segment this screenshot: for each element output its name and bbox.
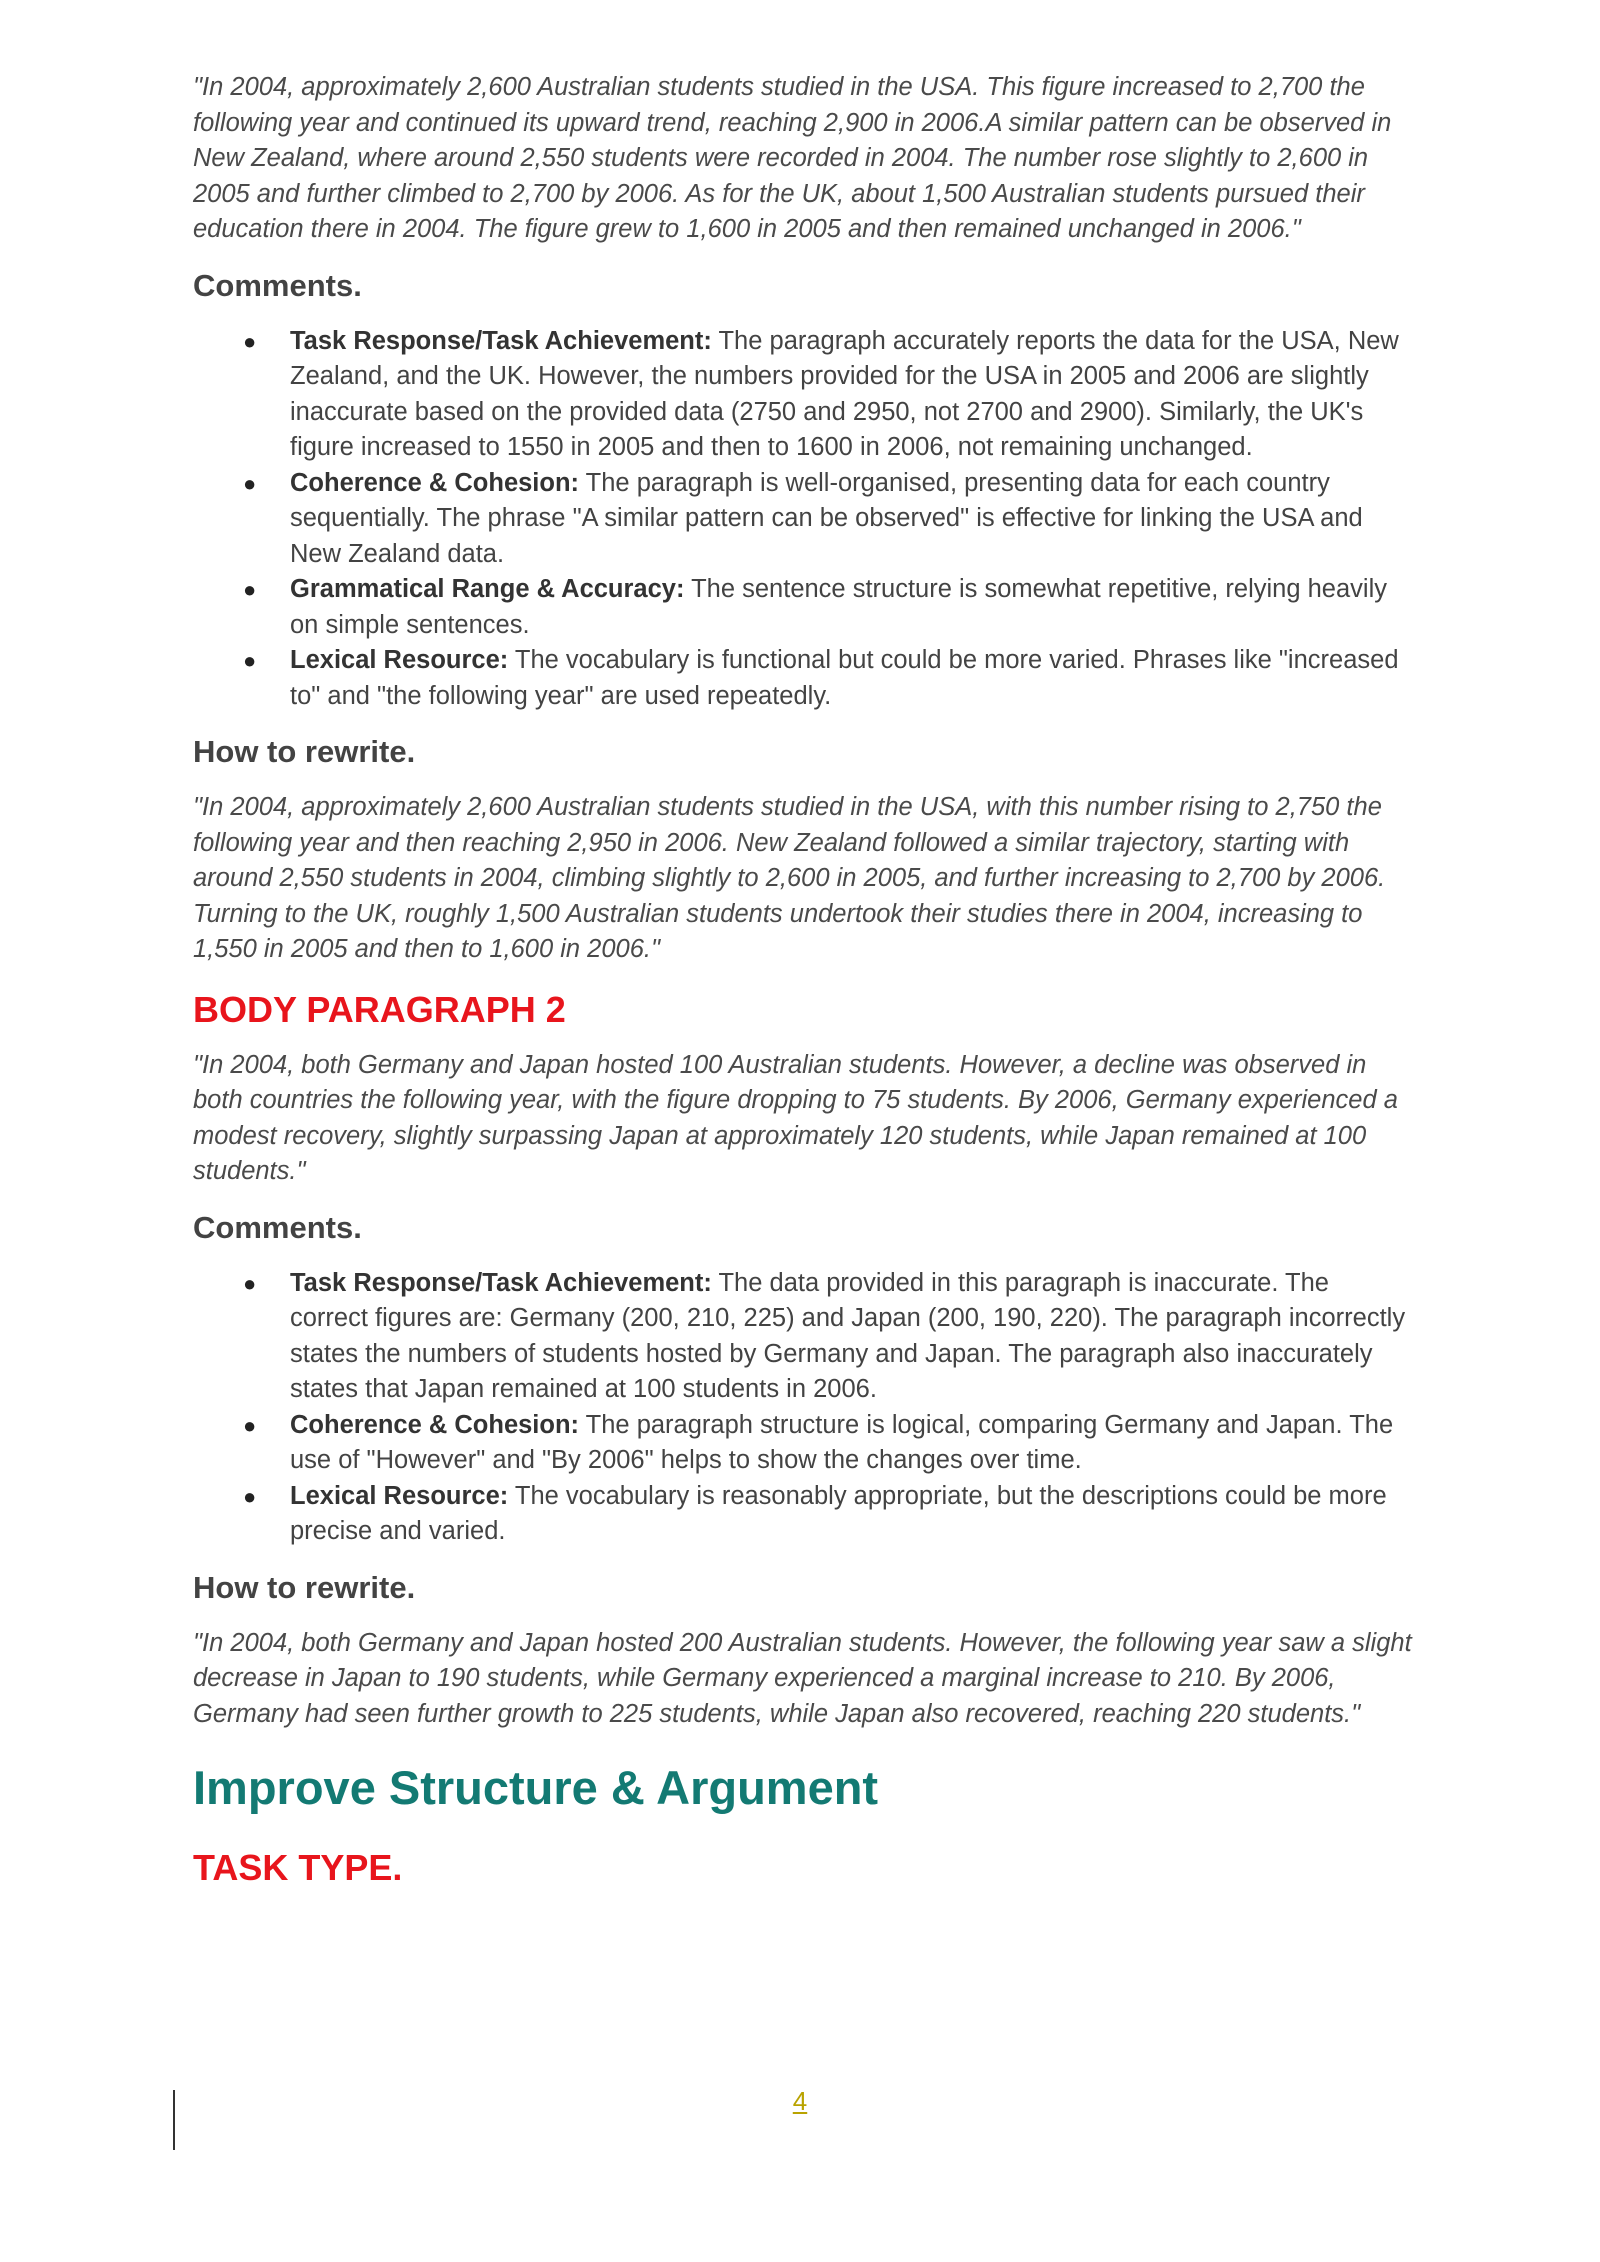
rewrite-heading-2: How to rewrite. [193,1569,416,1605]
criterion-label: Lexical Resource: [290,646,509,674]
bullet-icon: ● [243,470,257,496]
bullet-icon: ● [243,577,257,602]
list-item [193,466,1413,573]
criterion-label: Task Response/Task Achievement: [290,326,712,355]
list-item [193,572,1413,643]
criterion-text: The data provided in this paragraph is inaccurate. The correct figures are: Germany (200, 210, 225) and Japan (200, 190, 220). The paragraph incorrectly states the numbers of students hosted by Germany and Japan. The paragraph also inaccurately states that Japan remained at 100 students in 2006. [290,1268,1406,1403]
criterion-text: The sentence structure is somewhat repetitive, relying heavily on simple sentences. [290,575,1388,639]
list-item [193,643,1413,714]
bullet-icon: ● [243,1270,257,1296]
comments-heading-2: Comments. [193,1209,362,1245]
criterion-label: Coherence & Cohesion: [290,468,580,497]
rewrite-paragraph-1: "In 2004, approximately 2,600 Australian students studied in the USA, with this number rising to 2,750 the following year and then reaching 2,950 in 2006. New Zealand followed a similar trajectory, starting with around 2,550 students in 2004, climbing slightly to 2,600 in 2005, and further increasing to 2,700 by 2006. Turning to the UK, roughly 1,500 Australian students undertook their studies there in 2004, increasing to 1,550 in 2005 and then to 1,600 in 2006." [193,793,1386,963]
criterion-label: Coherence & Cohesion: [290,1410,580,1439]
original-paragraph-1: "In 2004, approximately 2,600 Australian students studied in the USA. This figure increased to 2,700 the following year and continued its upward trend, reaching 2,900 in 2006.A similar pattern can be observed in New Zealand, where around 2,550 students were recorded in 2004. The number rose slightly to 2,600 in 2005 and further climbed to 2,700 by 2006. As for the UK, about 1,500 Australian students pursued their education there in 2004. The figure grew to 1,600 in 2005 and then remained unchanged in 2006." [193,73,1392,243]
criterion-label: Task Response/Task Achievement: [290,1268,712,1297]
page-number[interactable]: 4 [792,2086,808,2116]
criterion-text: The paragraph accurately reports the data for the USA, New Zealand, and the UK. However, the numbers provided for the USA in 2005 and 2006 are slightly inaccurate based on the provided data (2750 and 2950, not 2700 and 2900). Similarly, the UK's figure increased to 1550 in 2005 and then to 1600 in 2006, not remaining unchanged. [290,326,1399,461]
criterion-text: The paragraph is well-organised, presenting data for each country sequentially. The phrase "A similar pattern can be observed" is effective for linking the USA and New Zealand data. [290,468,1363,568]
list-item [193,1479,1413,1550]
document-page [193,70,1413,1890]
rewrite-paragraph-2: "In 2004, both Germany and Japan hosted 200 Australian students. However, the following year saw a slight decrease in Japan to 190 students, while Germany experienced a marginal increase to 210. By 2006, Germany had seen further growth to 225 students, while Japan also recovered, reaching 220 students." [193,1628,1412,1728]
criterion-text: The vocabulary is functional but could be more varied. Phrases like "increased to" and "the following year" are used repeatedly. [290,646,1399,710]
rewrite-heading-1: How to rewrite. [193,734,416,769]
comments-list-1 [193,324,1413,715]
criterion-text: The paragraph structure is logical, comparing Germany and Japan. The use of "However" and "By 2006" helps to show the changes over time. [290,1410,1394,1474]
task-type-heading: TASK TYPE. [193,1847,403,1888]
bullet-icon: ● [243,648,257,673]
list-item [193,1408,1413,1479]
improve-structure-heading: Improve Structure & Argument [193,1761,879,1814]
criterion-label: Lexical Resource: [290,1481,509,1510]
list-item [193,324,1413,466]
list-item [193,1266,1413,1408]
bullet-icon: ● [243,1412,257,1438]
original-paragraph-2: "In 2004, both Germany and Japan hosted 100 Australian students. However, a decline was observed in both countries the following year, with the figure dropping to 75 students. By 2006, Germany experienced a modest recovery, slightly surpassing Japan at approximately 120 students, while Japan remained at 100 students." [193,1050,1398,1185]
body-paragraph-2-heading: BODY PARAGRAPH 2 [193,988,566,1030]
criterion-text: The vocabulary is reasonably appropriate, but the descriptions could be more precise and varied. [290,1481,1387,1545]
comments-heading-1: Comments. [193,267,362,303]
bullet-icon: ● [243,328,257,354]
comments-list-2 [193,1266,1413,1550]
bullet-icon: ● [243,1483,257,1509]
criterion-label: Grammatical Range & Accuracy: [290,575,685,603]
